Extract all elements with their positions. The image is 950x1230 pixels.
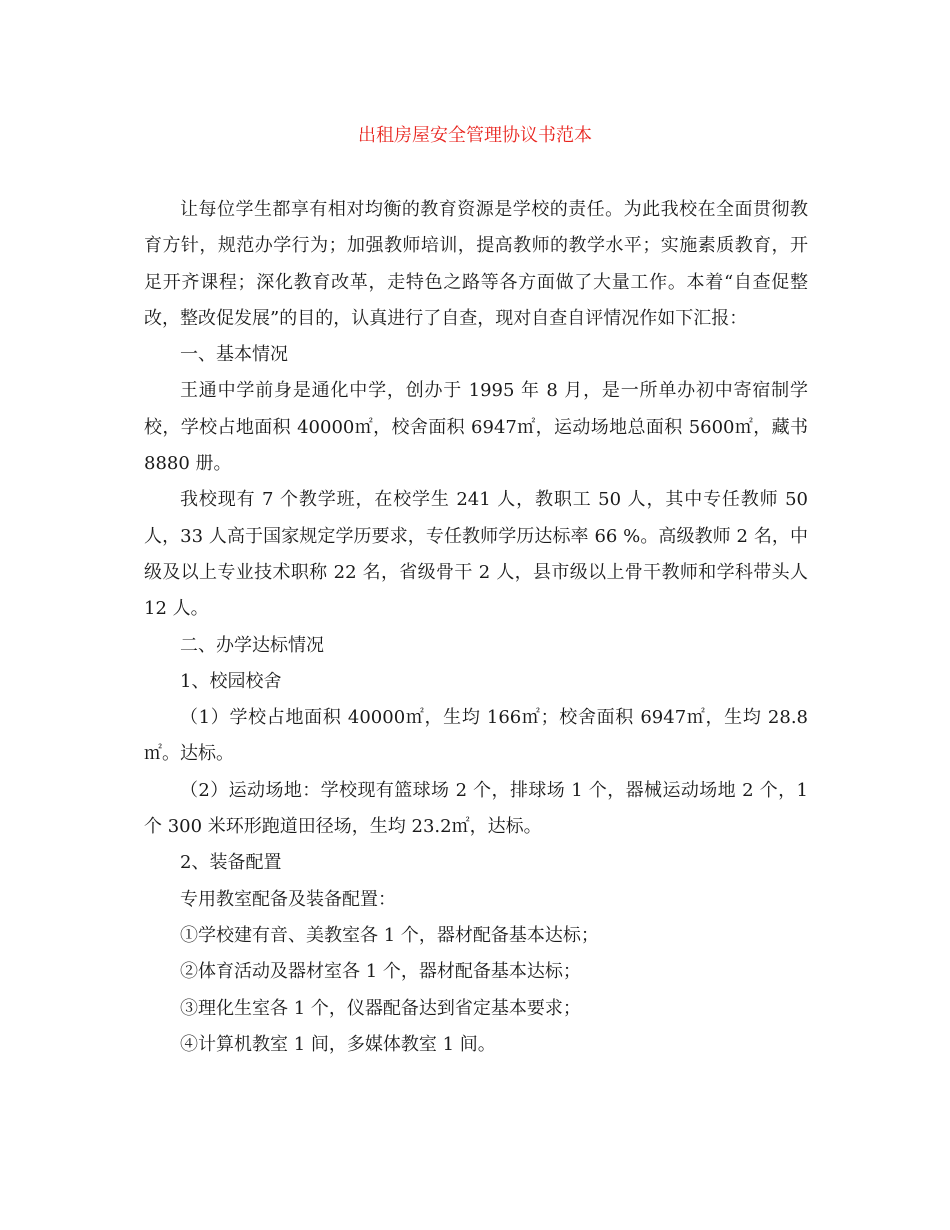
intro-paragraph: 让每位学生都享有相对均衡的教育资源是学校的责任。为此我校在全面贯彻教育方针，规范办学行为；加强教师培训，提高教师的教学水平；实施素质教育，开足开齐课程；深化教育改革，走特色之路等各方面做了大量工作。本着“自查促整改，整改促发展”的目的，认真进行了自查，现对自查自评情况作如下汇报： <box>144 199 808 329</box>
sports-field-paragraph: （2）运动场地：学校现有篮球场 2 个，排球场 1 个，器械运动场地 2 个，1 个 300 米环形跑道田径场，生均 23.2㎡，达标。 <box>144 779 808 838</box>
list-item: ③理化生室各 1 个，仪器配备达到省定基本要求； <box>180 997 581 1019</box>
document-title: 出租房屋安全管理协议书范本 <box>358 125 592 146</box>
list-item: ②体育活动及器材室各 1 个，器材配备基本达标； <box>180 961 581 983</box>
list-item: ④计算机教室 1 间，多媒体教室 1 间。 <box>180 1033 496 1055</box>
section-heading-basic-info: 一、基本情况 <box>180 344 288 366</box>
equipment-intro: 专用教室配备及装备配置： <box>180 888 396 910</box>
list-item: ①学校建有音、美教室各 1 个，器材配备基本达标； <box>180 924 599 946</box>
school-history-paragraph: 王通中学前身是通化中学，创办于 1995 年 8 月，是一所单办初中寄宿制学校，学校占地面积 40000㎡，校舍面积 6947㎡，运动场地总面积 5600㎡，藏书 8880 册。 <box>144 380 808 475</box>
subheading-equipment: 2、装备配置 <box>180 852 282 874</box>
section-heading-standards: 二、办学达标情况 <box>180 634 324 656</box>
campus-area-paragraph: （1）学校占地面积 40000㎡，生均 166㎡；校舍面积 6947㎡，生均 28.8㎡。达标。 <box>144 707 808 765</box>
subheading-campus: 1、校园校舍 <box>180 670 282 692</box>
staff-paragraph: 我校现有 7 个教学班，在校学生 241 人，教职工 50 人，其中专任教师 50 人，33 人高于国家规定学历要求，专任教师学历达标率 66 %。高级教师 2 名，中级及以上专业技术职称 22 名，省级骨干 2 人，县市级以上骨干教师和学科带头人 12 人。 <box>144 489 808 620</box>
document-body <box>144 192 808 1063</box>
